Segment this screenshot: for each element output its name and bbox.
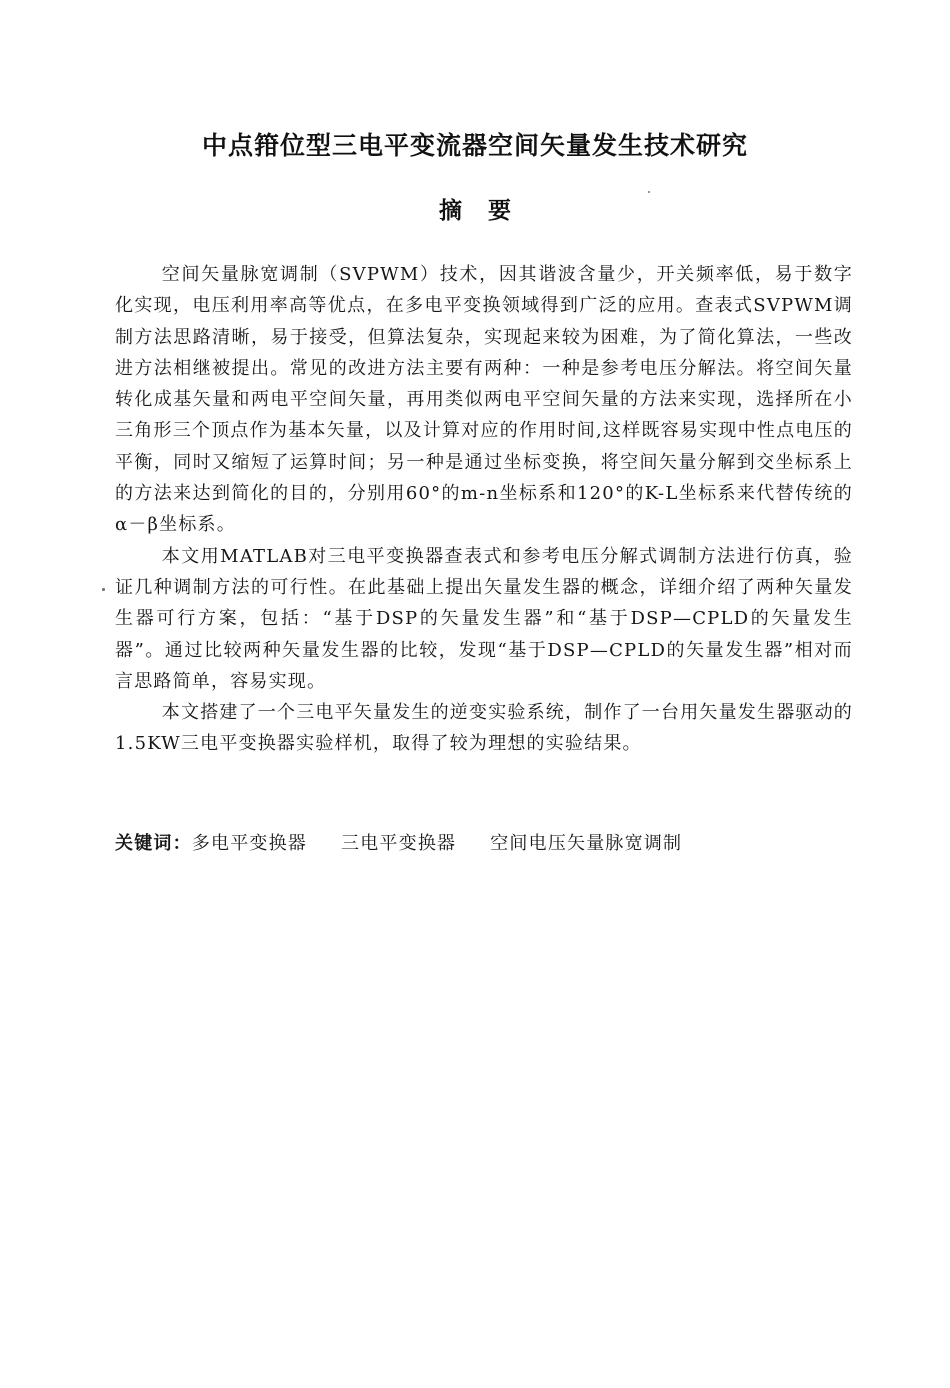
abstract-paragraph-1: 空间矢量脉宽调制（SVPWM）技术，因其谐波含量少，开关频率低，易于数字化实现，电压利用率高等优点，在多电平变换领域得到广泛的应用。查表式SVPWM调制方法思路清晰，易于接受，但算法复杂，实现起来较为困难，为了简化算法，一些改进方法相继被提出。常见的改进方法主要有两种：一种是参考电压分解法。将空间矢量转化成基矢量和两电平空间矢量，再用类似两电平空间矢量的方法来实现，选择所在小三角形三个顶点作为基本矢量，以及计算对应的作用时间,这样既容易实现中性点电压的平衡，同时又缩短了运算时间；另一种是通过坐标变换，将空间矢量分解到交坐标系上的方法来达到简化的目的，分别用60°的m-n坐标系和120°的K-L坐标系来代替传统的α－β坐标系。 <box>115 264 853 536</box>
keywords-label: 关键词： <box>115 833 192 854</box>
scan-speck <box>648 191 650 193</box>
abstract-body <box>115 259 853 760</box>
abstract-paragraph-3: 本文搭建了一个三电平矢量发生的逆变实验系统，制作了一台用矢量发生器驱动的1.5KW三电平变换器实验样机，取得了较为理想的实验结果。 <box>115 702 853 755</box>
keyword-item: 多电平变换器 <box>191 833 308 854</box>
keyword-item: 三电平变换器 <box>341 833 457 854</box>
abstract-heading: 摘要 <box>439 198 537 224</box>
keywords-line <box>115 829 853 859</box>
scan-speck <box>102 588 105 591</box>
abstract-paragraph-2: 本文用MATLAB对三电平变换器查表式和参考电压分解式调制方法进行仿真，验证几种调制方法的可行性。在此基础上提出矢量发生器的概念，详细介绍了两种矢量发生器可行方案，包括：“基于DSP的矢量发生器”和“基于DSP—CPLD的矢量发生器”。通过比较两种矢量发生器的比较，发现“基于DSP—CPLD的矢量发生器”相对而言思路简单，容易实现。 <box>115 545 853 692</box>
paper-title: 中点箝位型三电平变流器空间矢量发生技术研究 <box>201 131 748 160</box>
keyword-item: 空间电压矢量脉宽调制 <box>490 833 683 854</box>
